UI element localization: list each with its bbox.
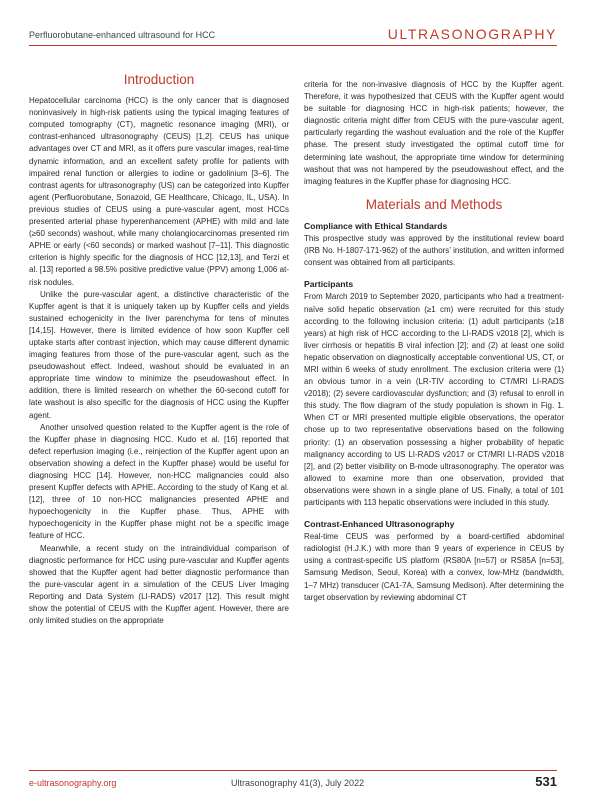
running-title: Perfluorobutane-enhanced ultrasound for HCC [29,30,216,40]
journal-website-link[interactable]: e-ultrasonography.org [29,778,117,788]
left-column [29,74,289,627]
right-column [304,79,564,604]
participants-heading: Participants [304,279,354,290]
ceus-text: Real-time CEUS was performed by a board-certified abdominal radiologist (H.J.K.) with more than 9 years of experience in CEUS by using a contrast-specific US platform (RS80A [n=57] or RS85A [n=53], Samsung Medison, Seoul, Korea) with a convex, low-MHz (bandwidth, 1–7 MHz) transducer (CA1-7A, Samsung Medison). After determining the target observation by reviewing abdominal CT [304,532,564,602]
journal-citation: Ultrasonography 41(3), July 2022 [231,778,365,788]
intro-paragraph-1: Hepatocellular carcinoma (HCC) is the only cancer that is diagnosed noninvasively in high-risk patients using the typical imaging features of computed tomography (CT), magnetic resonance imaging (MRI), or contrast-enhanced ultrasonography (CEUS) [1,2]. CEUS has unique advantages over CT and MRI, as it offers pure vascular images, real-time dynamic information, and an excellent safety profile for patients with impaired renal function or allergies to iodine or gadolinium [3–6]. The contrast agents for ultrasonography (US) can be categorized into Kupffer agent (Perfluorobutane, Sonazoid, GE Healthcare, Chicago, IL, USA). In previous studies of CEUS using a pure-vascular agent, most HCCs presented arterial phase hyperenhancement (APHE) with mild and late (≥60 seconds) washout, while many cholangiocarcinomas presented rim APHE or early (<60 seconds) or marked washout [7–11]. This diagnostic criterion is highly specific for the diagnosis of HCC [12,13], and Terzi et al. [13] reported a 98.5% positive predictive value (PPV) among 1,006 at-risk nodules. [29,96,289,287]
ceus-heading: Contrast-Enhanced Ultrasonography [304,519,455,530]
footer-rule [29,770,557,771]
journal-brand: ULTRASONOGRAPHY [387,26,557,42]
header-rule [29,45,557,46]
ethics-heading: Compliance with Ethical Standards [304,220,448,231]
page-number: 531 [535,774,557,789]
participants-text: From March 2019 to September 2020, participants who had a treatment-naïve solid hepatic observation (≥1 cm) were recruited for this study according to the following inclusion criteria: (1) adult participants (≥18 years) at high risk of HCC according to the LI-RADS v2018 [2], which is liver cirrhosis or hepatitis B viral infection [2]; and (2) at least one solid hepatic observation on diagnostically acceptable conventional US, CT, or MRI within 6 weeks of study enrollment. The exclusion criteria were (1) an obvious tumor in a vein (LR-TIV according to CT/MRI LI-RADS v2018); (2) severe cardiovascular dysfunction; and (3) refusal to enroll in this study. The flow diagram of the study population is shown in Fig. 1. When CT or MRI presented multiple eligible observations, the operator chose up to two representative observations based on the following priority: (1) an observation possessing a higher probability of hepatic malignancy according to US LI-RADS v2017 or CT/MRI LI-RADS v2018 [2], and (2) better visibility on B-mode ultrasonography. The operator was allowed to examine more than one observation, provided that observations were shown in a single plane of US. Finally, a total of 101 participants with 113 hepatic observations were included in this study. [304,292,564,507]
intro-paragraph-4: Meanwhile, a recent study on the intraindividual comparison of diagnostic performance for HCC using pure-vascular and Kupffer agents showed that the Kupffer agent had better diagnostic performance than the pure-vascular agent in a simulation of the CEUS Liver Imaging Reporting and Data System (LI-RADS) v2017 [12]. This result might show the potential of CEUS with the Kupffer agent. However, there are only limited studies on the appropriate [29,543,289,626]
intro-paragraph-3: Another unsolved question related to the Kupffer agent is the role of the Kupffer phase in diagnosing HCC. Kudo et al. [16] reported that defect reperfusion imaging (i.e., reinjection of the Kupffer agent upon an observation showing a defect in the Kupffer phase) would be useful for diagnosing HCC [14]. However, non-HCC malignancies could also present Kupffer defects with APHE. According to the study of Kang et al. [12], three of 10 non-HCC malignancies presented APHE and hypoechogenicity in the Kupffer phase. Thus, APHE with hypoechogenicity in the Kupffer phase might not be a specific image feature of HCC. [29,422,289,541]
ethics-text: This prospective study was approved by the institutional review board (IRB No. H-1807-171-962) of the authors’ institution, and written informed consent was obtained from all participants. [304,234,564,268]
methods-title: Materials and Methods [365,196,503,212]
intro-paragraph-2: Unlike the pure-vascular agent, a distinctive characteristic of the Kupffer agent is that it is uniquely taken up by Kupffer cells and yields sustained echogenicity in the liver parenchyma for tens of minutes [14,15]. However, there is limited evidence of how soon Kupffer cell uptake starts after contrast injection, which may cause different dynamic imaging features from those of the pure-vascular agent, such as the pseudowashout effect. Indeed, washout should be evaluated in an appropriate time window to minimize the pseudowashout effect. In addition, there is limited research on whether the 60-second cutoff for late washout is also specific for the diagnosis of HCC using the Kupffer agent. [29,289,289,420]
intro-continuation: criteria for the non-invasive diagnosis of HCC by the Kupffer agent. Therefore, it was hypothesized that CEUS with the Kupffer agent would be suitable for diagnosing HCC in high-risk patients; however, the diagnostic criteria might differ from CEUS with the pure-vascular agent, particularly regarding the washout evaluation and the role of the Kupffer phase. The present study investigated the optimal cutoff time for determining late washout, the appropriate time window for determining washout that was not hampered by the pseudowashout effect, and the imaging features in the Kupffer phase for diagnosing HCC. [304,80,564,186]
introduction-title: Introduction [123,72,195,87]
